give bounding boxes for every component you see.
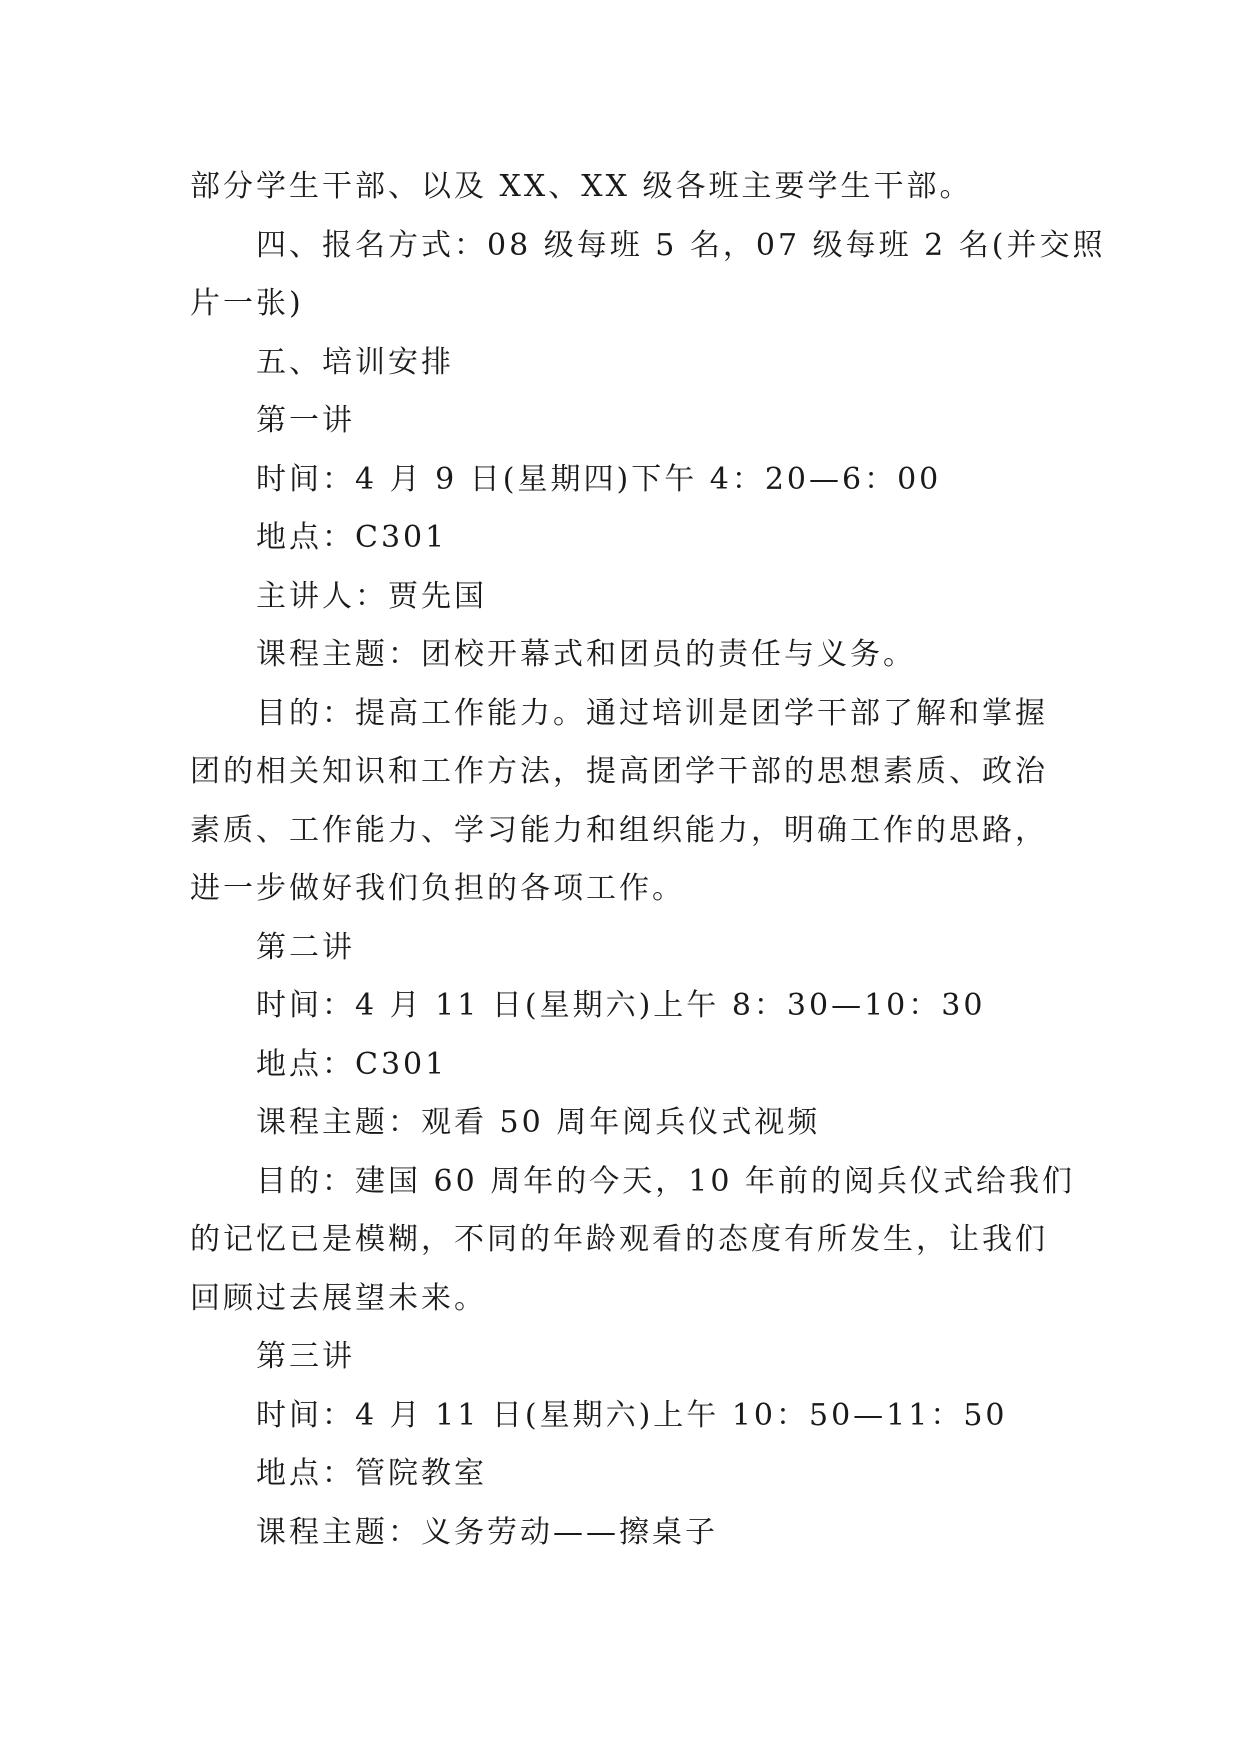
text-line: 地点：C301	[256, 1046, 448, 1082]
text-line: 第三讲	[256, 1339, 355, 1374]
text-line: 目的：提高工作能力。通过培训是团学干部了解和掌握	[256, 695, 1048, 731]
text-line: 课程主题：团校开幕式和团员的责任与义务。	[256, 637, 916, 672]
text-line: 第一讲	[256, 403, 355, 438]
text-line: 第二讲	[256, 929, 355, 965]
text-line: 进一步做好我们负担的各项工作。	[190, 871, 685, 906]
text-line: 团的相关知识和工作方法，提高团学干部的思想素质、政治	[190, 754, 1048, 789]
text-line: 四、报名方式：08 级每班 5 名，07 级每班 2 名(并交照	[256, 227, 1106, 263]
text-line: 主讲人：贾先国	[256, 578, 487, 614]
text-line: 目的：建国 60 周年的今天，10 年前的阅兵仪式给我们	[256, 1163, 1075, 1199]
text-line: 部分学生干部、以及 XX、XX 级各班主要学生干部。	[190, 169, 973, 204]
text-line: 地点：管院教室	[256, 1456, 487, 1491]
text-line: 的记忆已是模糊，不同的年龄观看的态度有所发生，让我们	[190, 1222, 1048, 1257]
text-line: 时间：4 月 9 日(星期四)下午 4：20—6：00	[256, 461, 942, 497]
text-line: 地点：C301	[256, 520, 448, 555]
text-line: 素质、工作能力、学习能力和组织能力，明确工作的思路，	[190, 812, 1048, 848]
text-line: 课程主题：观看 50 周年阅兵仪式视频	[256, 1105, 821, 1140]
text-line: 五、培训安排	[256, 344, 454, 380]
text-line: 回顾过去展望未来。	[190, 1280, 487, 1316]
text-line: 课程主题：义务劳动——擦桌子	[256, 1514, 718, 1550]
text-line: 片一张)	[190, 286, 304, 321]
text-line: 时间：4 月 11 日(星期六)上午 10：50—11：50	[256, 1397, 1008, 1433]
text-line: 时间：4 月 11 日(星期六)上午 8：30—10：30	[256, 988, 986, 1023]
document-body	[190, 158, 1106, 1562]
